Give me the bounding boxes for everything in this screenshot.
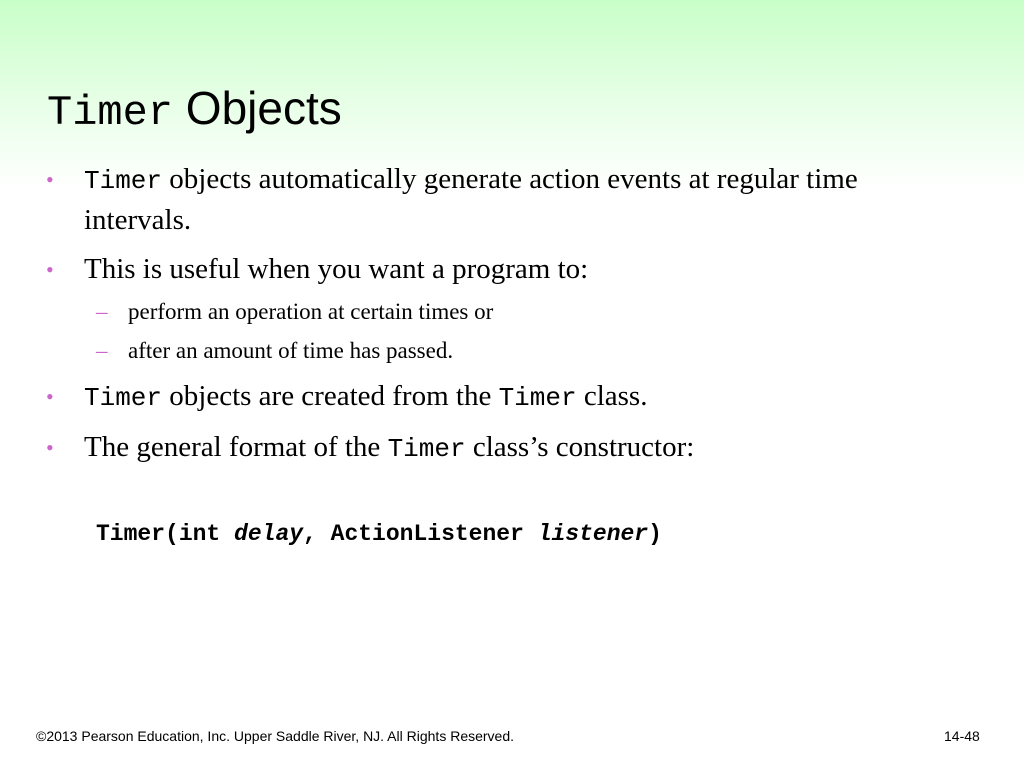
bullet-text: class. bbox=[576, 380, 648, 412]
sub-bullet-item bbox=[46, 297, 966, 327]
bullet-text: The general format of the bbox=[84, 431, 388, 463]
bullet-text: objects automatically generate action events at regular time intervals. bbox=[84, 163, 858, 236]
bullet-item bbox=[46, 250, 966, 289]
bullet-item bbox=[46, 428, 966, 469]
code-part: Timer(int bbox=[96, 521, 235, 547]
code-part: ) bbox=[648, 521, 662, 547]
code-param-delay: delay bbox=[234, 521, 304, 547]
bullet-dot-icon: • bbox=[46, 435, 54, 460]
code-param-listener: listener bbox=[537, 521, 649, 547]
bullet-code: Timer bbox=[84, 383, 163, 413]
dash-icon: – bbox=[96, 338, 108, 363]
sub-bullet-text: after an amount of time has passed. bbox=[128, 338, 454, 363]
bullet-item bbox=[46, 377, 966, 418]
dash-icon: – bbox=[96, 299, 108, 324]
bullet-text: class’s constructor: bbox=[465, 431, 695, 463]
bullet-list bbox=[46, 160, 966, 479]
bullet-dot-icon: • bbox=[46, 384, 54, 409]
slide-title bbox=[47, 78, 342, 143]
bullet-dot-icon: • bbox=[46, 167, 54, 192]
bullet-item bbox=[46, 160, 966, 240]
bullet-text: objects are created from the bbox=[162, 380, 499, 412]
slide-number: 14-48 bbox=[944, 728, 980, 744]
bullet-text: This is useful when you want a program to: bbox=[84, 253, 589, 285]
title-text: Objects bbox=[173, 82, 342, 134]
code-part: , ActionListener bbox=[303, 521, 538, 547]
bullet-code: Timer bbox=[387, 434, 466, 464]
constructor-code bbox=[96, 519, 662, 549]
bullet-code: Timer bbox=[84, 166, 163, 196]
sub-bullet-item bbox=[46, 336, 966, 366]
bullet-code: Timer bbox=[498, 383, 577, 413]
footer-copyright: ©2013 Pearson Education, Inc. Upper Saddle River, NJ. All Rights Reserved. bbox=[36, 728, 515, 744]
title-code: Timer bbox=[47, 89, 174, 137]
bullet-dot-icon: • bbox=[46, 257, 54, 282]
sub-bullet-text: perform an operation at certain times or bbox=[128, 299, 494, 324]
